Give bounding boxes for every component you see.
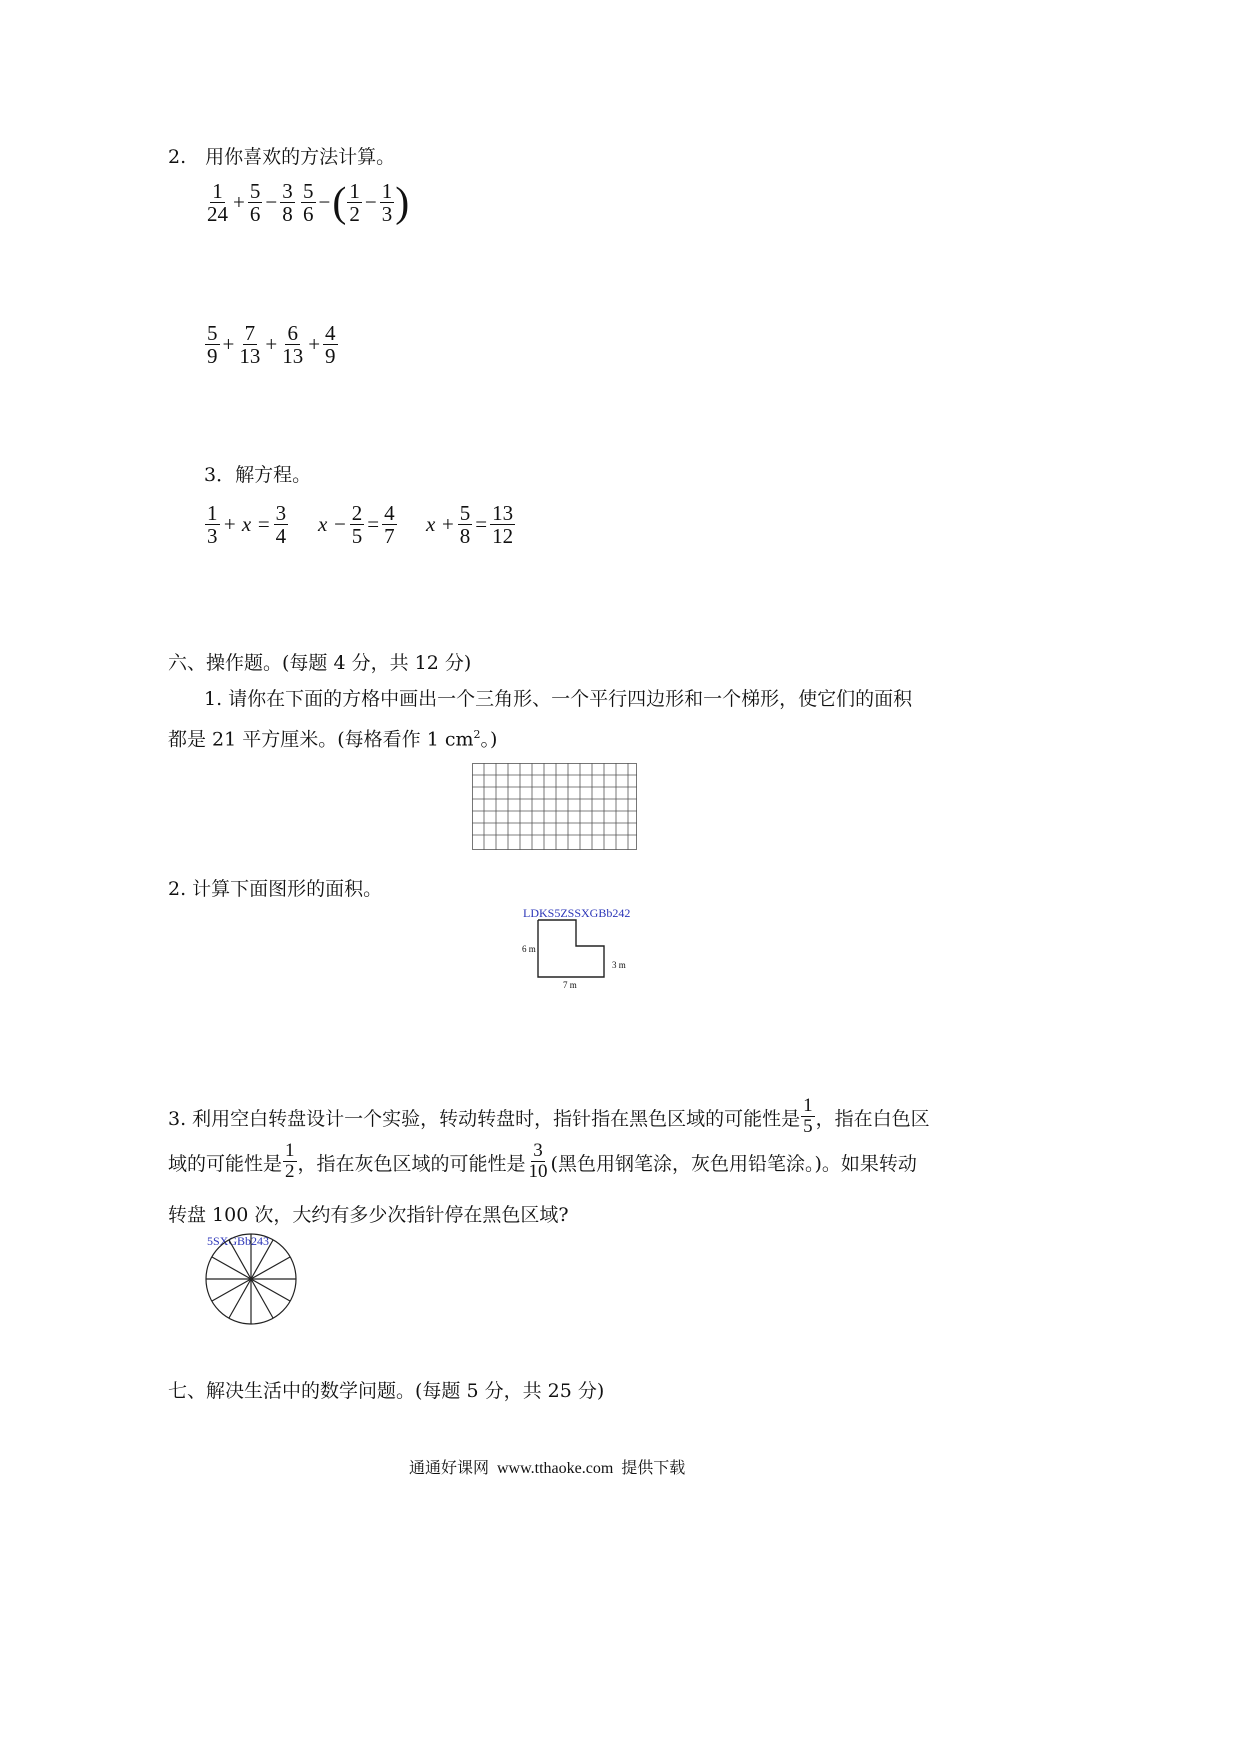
expression-3: $\frac{5}{9}$ + $\frac{7}{13}$ + $\frac{6}{13}$ + $\frac{4}{9}$ <box>207 321 336 368</box>
figure-code: LDKS5ZSSXGBb242 <box>523 906 631 920</box>
wheel-code: 5SXGBb243 <box>207 1234 270 1248</box>
s6-p1-line2: 都是 21 平方厘米。(每格看作 1 $cm^2$。) <box>168 728 498 751</box>
label-3m: 3 m <box>612 960 626 970</box>
label-6m: 6 m <box>522 944 536 954</box>
s6-p3-line3: 转盘 100 次，大约有多少次指针停在黑色区域? <box>168 1204 569 1226</box>
expression-2: $\frac{5}{6}$ − ( $\frac{1}{2}$ − $\frac{1}{3}$ ) <box>303 179 410 226</box>
s6-p2: 2. 计算下面图形的面积。 <box>168 878 383 900</box>
label-7m: 7 m <box>563 980 577 990</box>
page-footer: 通通好课网 www.tthaoke.com 提供下载 <box>409 1460 686 1477</box>
s6-p3-line1: 3. 利用空白转盘设计一个实验，转动转盘时，指针指在黑色区域的可能性是 $\frac{1}{5}$ ，指在白色区 <box>168 1094 930 1137</box>
section-7-heading: 七、解决生活中的数学问题。(每题 5 分，共 25 分) <box>168 1380 605 1402</box>
q2-heading: 2. 用你喜欢的方法计算。 <box>168 146 396 168</box>
expression-1: $\frac{1}{24}$ + $\frac{5}{6}$ − $\frac{3}{8}$ <box>207 179 293 226</box>
equation-1: $\frac{1}{3}$ + x = $\frac{3}{4}$ <box>207 501 287 548</box>
equation-3: x + $\frac{5}{8}$ = $\frac{13}{12}$ <box>426 501 514 548</box>
s6-p3-line2: 域的可能性是 $\frac{1}{2}$ ，指在灰色区域的可能性是 $\frac{3}{10}$ (黑色用钢笔涂，灰色用铅笔涂。)。如果转动 <box>168 1139 917 1182</box>
square-grid <box>472 763 638 851</box>
q3-heading: 3．解方程。 <box>204 464 312 486</box>
spinner-wheel <box>204 1232 298 1326</box>
equation-2: x − $\frac{2}{5}$ = $\frac{4}{7}$ <box>318 501 395 548</box>
section-6-heading: 六、操作题。(每题 4 分，共 12 分) <box>168 652 472 674</box>
s6-p1-line1: 1. 请你在下面的方格中画出一个三角形、一个平行四边形和一个梯形，使它们的面积 <box>204 688 913 710</box>
l-shape-figure <box>536 918 606 980</box>
